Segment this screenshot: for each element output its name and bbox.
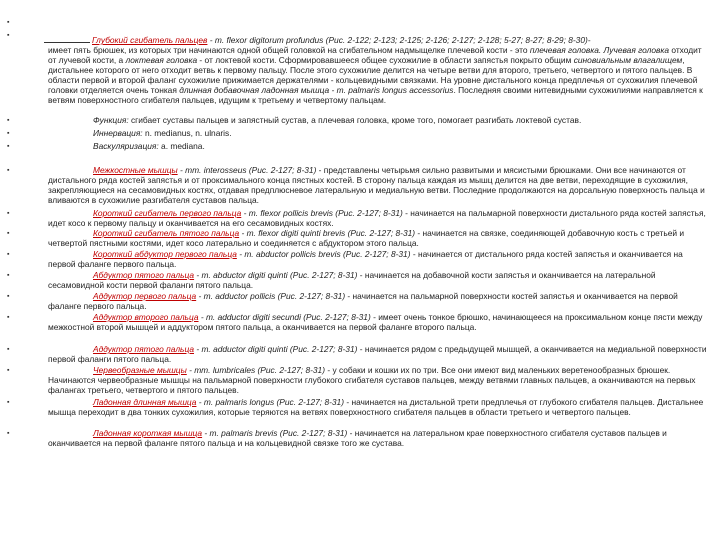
text: - от локтевой кости. Сформировавшееся общее сухожилие в области запястья покрыто общим [197,55,574,65]
text: - начинается на добавочной кости запястья и оканчивается на латеральной сесамовидной кости первой фаланги пятого пальца. [48,270,656,290]
latin-name: - m. palmaris longus (Рис. 2-127; 8-31) [196,397,345,407]
innervation-line [48,128,712,138]
text: - начинается на пальмарной поверхности дистального ряда костей запястья, идет косо к первому пальцу и оканчивается на его сесамовидных костях. [48,208,706,228]
paragraph-abductor-digiti-quinti [48,270,712,290]
term-link[interactable]: Короткий сгибатель пятого пальца [93,228,240,238]
paragraph-abductor-pollicis-brevis [48,249,712,269]
label: Функция: [93,115,129,125]
term-link[interactable]: Межкостные мышцы [93,165,178,175]
term-link[interactable]: Аддуктор второго пальца [93,312,199,322]
latin-name: - m. adductor pollicis (Рис. 2-127; 8-31) [196,291,346,301]
text: сгибает суставы пальцев и запястный сустав, а плечевая головка, кроме того, помогает разгибать локтевой сустав. [128,115,582,125]
latin-name: - m. flexor pollicis brevis (Рис. 2-127; 8-31) [241,208,403,218]
paragraph-flexor-pollicis-brevis [48,208,712,228]
term-link[interactable]: Ладонная длинная мышца [93,397,197,407]
paragraph-adductor-digiti-quinti [48,344,712,364]
bullet: ▪ [7,143,10,150]
text: - начинается на латеральном крае поверхностного сгибателя суставов пальцев и оканчивается на первой фаланге пятого пальца и на кольцевидной связке того же сустава. [48,428,667,448]
text: - начинается рядом с предыдущей мышцей, а оканчивается на медиальной поверхности первой фаланги пятого пальца. [48,344,707,364]
latin-name: - m. adductor digiti quinti (Рис. 2-127; 8-31) [194,344,358,354]
text-italic: - m. palmaris longus accessorius [329,85,454,95]
text: - имеет очень тонкое брюшко, начинающееся на проксимальном конце пясти между межкостной второй мышцей и аддуктором пятого пальца, а оканчивается на первой фаланге второго пальца. [48,312,703,332]
text: , дистальнее которого от него отходит ветвь к первому пальцу. После этого сухожилие делится на четыре ветви для второго, третьего, четвертого и пятого пальцев. В области первой и второй фаланг сухожилие прижимается держателями - кольцевидными связками. На уровне дистального конца предплечья от сухожилия плечевой головки отделяется очень тонкая [48,55,698,95]
text-italic: плечевая головка. Лучевая головка [529,45,670,55]
bullet: ▪ [7,293,10,300]
paragraph-interosseus [48,165,712,205]
text: n. medianus, n. ulnaris. [142,128,232,138]
term-link[interactable]: Глубокий сгибатель пальцев [92,35,208,45]
text-italic: длинная добавочная ладонная мышца [179,85,330,95]
vascularization-line [48,141,712,151]
text: - представлены четырьмя сильно развитыми и мясистыми брюшками. Они все начинаются от дистального ряда костей запястья и от проксимального конца пястных костей. В сторону пальца каждая из мышц делится на две ветви, переходящие в сухожилия, закрепляющиеся на сесамовидных костях, отдавая предплюсневое латеральную и медиальную ветви. Последние продолжаются на дорсальную поверхность пальца и вливаются в сухожилие разгибателя суставов пальца. [48,165,705,205]
latin-name: - m. abductor digiti quinti (Рис. 2-127; 8-31) [194,270,358,280]
bullet: ▪ [7,399,10,406]
bullet: ▪ [7,346,10,353]
text: - начинается на связке, соединяющей добавочную кость с третьей и четвертой пястными костями, идет косо латерально и соединяется с абдуктором этого пальца. [48,228,685,248]
paragraph-adductor-pollicis [48,291,712,311]
bullet: ▪ [7,167,10,174]
paragraph-lumbricales [48,365,712,395]
latin-name: - m. abductor pollicis brevis (Рис. 2-127; 8-31) [236,249,411,259]
blank-underline [44,34,90,43]
text-italic: синовиальным влагалищем [573,55,683,65]
term-link[interactable]: Абдуктор пятого пальца [93,270,195,280]
bullet: ▪ [7,32,10,39]
text: - у собаки и кошки их по три. Все они имеют вид маленьких веретенообразных брюшек. Начинаются червеобразные мышцы на пальмарной поверхности глубокого сгибателя суставов пальцев, между ветвями главных пальцев, а оканчиваются на первых фалангах третьего, четвертого и пятого пальцев. [48,365,696,395]
bullet: ▪ [7,251,10,258]
text: a. mediana. [158,141,205,151]
paragraph-flexor-digitorum-profundus [48,34,712,105]
label: Иннервация: [93,128,143,138]
paragraph-adductor-digiti-secundi [48,312,712,332]
text-italic: локтевая головка [125,55,198,65]
term-link[interactable]: Короткий абдуктор первого пальца [93,249,237,259]
text: . Последняя своими нитевидными сухожилиями направляется к ветвям поверхностного сгибателя пальцев, идущим к третьему и четвертому пальцам. [48,85,703,105]
term-link[interactable]: Червеобразные мышцы [93,365,187,375]
text: отходит от лучевой кости, а [48,45,702,65]
function-line [48,115,712,125]
bullet: ▪ [7,430,10,437]
latin-name: - m. palmaris brevis (Рис. 2-127; 8-31) [202,428,348,438]
bullet: ▪ [7,130,10,137]
bullet: ▪ [7,314,10,321]
bullet: ▪ [7,230,10,237]
bullet: ▪ [7,210,10,217]
term-link[interactable]: Аддуктор первого пальца [93,291,197,301]
label: Васкуляризация: [93,141,159,151]
paragraph-flexor-digiti-quinti [48,228,712,248]
paragraph-palmaris-longus [48,397,712,417]
bullet: ▪ [7,19,10,26]
bullet: ▪ [7,117,10,124]
text: - начинается на пальмарной поверхности костей запястья и оканчивается на первой фаланге первого пальца. [48,291,678,311]
term-link[interactable]: Короткий сгибатель первого пальца [93,208,242,218]
bullet: ▪ [7,367,10,374]
text: - начинается на дистальной трети предплечья от глубокого сгибателя пальцев. Дистальнее мышца переходит в два тонких сухожилия, которые теряются на ветвях поверхностного сгибателя пальцев в области третьего и четвертого пальцев. [48,397,704,417]
latin-name: - mm. lumbricales (Рис. 2-127; 8-31) [186,365,325,375]
latin-name: - mm. interosseus (Рис. 2-127; 8-31) [177,165,317,175]
latin-name: - m. flexor digitorum profundus (Рис. 2-122; 2-123; 2-125; 2-126; 2-127; 2-128; 5-27; 8-27; 8-29; 8-30)- [207,35,591,45]
text: - начинается от дистального ряда костей запястья и оканчивается на первой фаланге первого пальца. [48,249,683,269]
latin-name: - m. adductor digiti secundi (Рис. 2-127; 8-31) [198,312,371,322]
bullet: ▪ [7,272,10,279]
term-link[interactable]: Ладонная короткая мышца [93,428,203,438]
paragraph-palmaris-brevis [48,428,712,448]
term-link[interactable]: Аддуктор пятого пальца [93,344,194,354]
text: имеет пять брюшек, из которых три начинаются одной общей головкой на сгибательном надмыщелке плечевой кости - это [48,45,530,55]
latin-name: - m. flexor digiti quinti brevis (Рис. 2-127; 8-31) [239,228,416,238]
